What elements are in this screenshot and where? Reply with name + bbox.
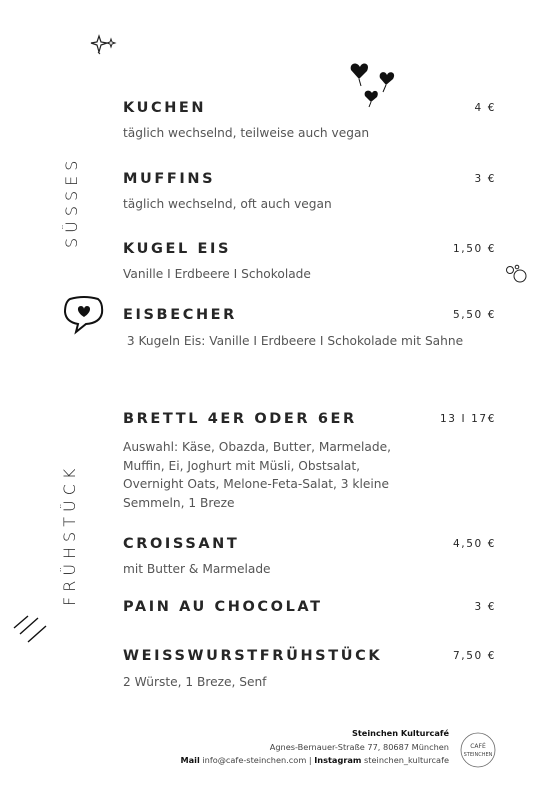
item-title-croissant: CROISSANT [123,536,240,552]
item-price-pain-au-chocolat: 3 € [474,601,496,613]
footer [180,727,449,768]
item-desc-croissant: mit Butter & Marmelade [123,562,271,576]
footer-mail[interactable]: info@cafe-steinchen.com [202,755,307,765]
item-title-muffins: MUFFINS [123,171,216,187]
item-desc-kugel-eis: Vanille I Erdbeere I Schokolade [123,267,311,281]
bubbles-icon [504,263,530,285]
item-price-brettl: 13 I 17€ [440,413,496,425]
item-price-weisswurst: 7,50 € [453,650,496,662]
item-desc-brettl: Auswahl: Käse, Obazda, Butter, Marmelade, Muffin, Ei, Joghurt mit Müsli, Obstsalat, Overnight Oats, Melone-Feta-Salat, 3 kleine Semmeln, 1 Breze [123,440,391,510]
item-title-kugel-eis: KUGEL EIS [123,241,231,257]
section-label-fruehstueck: FRÜHSTÜCK [60,463,79,606]
item-desc-kuchen: täglich wechselnd, teilweise auch vegan [123,126,370,140]
footer-address: Agnes-Bernauer-Straße 77, 80687 München [269,741,449,752]
item-title-eisbecher: EISBECHER [123,307,237,323]
item-desc-weisswurst: 2 Würste, 1 Breze, Senf [123,675,267,689]
cafe-logo [459,731,497,769]
sparkle-icon [90,33,120,55]
item-title-kuchen: KUCHEN [123,100,207,116]
svg-text:STEINCHEN: STEINCHEN [463,752,493,758]
svg-text:CAFÉ: CAFÉ [470,743,486,750]
item-title-weisswurst: WEISSWURSTFRÜHSTÜCK [123,648,383,664]
item-title-pain-au-chocolat: PAIN AU CHOCOLAT [123,599,323,615]
hearts-icon [347,58,405,110]
item-price-muffins: 3 € [474,173,496,185]
item-desc-eisbecher: 3 Kugeln Eis: Vanille I Erdbeere I Schokolade mit Sahne [123,334,464,348]
strokes-icon [12,614,48,644]
heart-bubble-icon [62,295,106,335]
item-price-kugel-eis: 1,50 € [453,243,496,255]
item-price-kuchen: 4 € [474,102,496,114]
footer-contact: Mail info@cafe-steinchen.com | Instagram steinchen_kulturcafe [180,755,449,765]
footer-cafe-name: Steinchen Kulturcafé [351,728,449,738]
item-title-brettl: BRETTL 4ER ODER 6ER [123,411,357,427]
item-price-croissant: 4,50 € [453,538,496,550]
section-label-suesses: SÜSSES [62,155,81,248]
item-price-eisbecher: 5,50 € [453,309,496,321]
footer-instagram[interactable]: steinchen_kulturcafe [364,755,449,765]
item-desc-muffins: täglich wechselnd, oft auch vegan [123,197,332,211]
